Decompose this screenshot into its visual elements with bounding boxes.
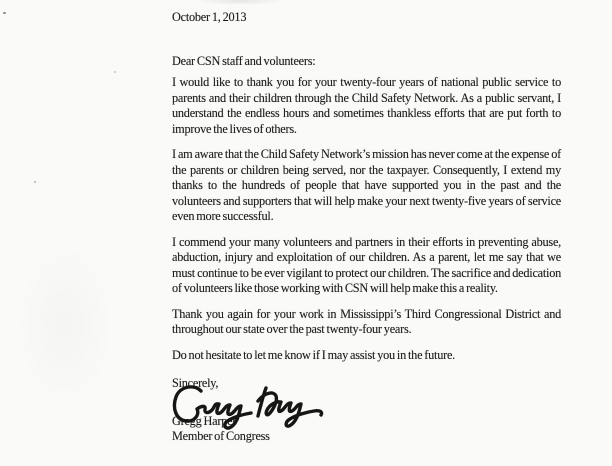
closing: Sincerely,	[172, 376, 219, 390]
paragraph-2: I am aware that the Child Safety Network’s mission has never come at the expense of the parents or children being served, nor the taxpayer. Consequently, I extend my thanks to the hundreds of people that have supported you in the past and the volunteers and supporters that will help make your next twenty-five years of service even more successful.	[172, 147, 561, 223]
signer-title: Member of Congress	[172, 429, 270, 443]
handwritten-signature-icon	[168, 381, 340, 431]
paragraph-5: Do not hesitate to let me know if I may assist you in the future.	[172, 347, 455, 362]
paragraph-1: I would like to thank you for your twenty-four years of national public service to parents and their children through the Child Safety Network. As a public servant, I understand the endless hours and sometimes thankless efforts that are put forth to improve the lives of others.	[172, 75, 561, 136]
signer-name: Gregg Harper	[172, 413, 237, 428]
scan-artifact	[3, 12, 6, 14]
letter-date: October 1, 2013	[172, 10, 247, 24]
signature-block	[172, 392, 561, 445]
paragraph-3: I commend your many volunteers and partners in their efforts in preventing abuse, abduction, injury and exploitation of our children. As a parent, let me say that we must continue to be ever vigilant to protect our children. The sacrifice and dedication of volunteers like those working with CSN will help make this a reality.	[172, 234, 561, 295]
salutation: Dear CSN staff and volunteers:	[172, 53, 316, 68]
scan-artifact	[15, 240, 115, 410]
signature-stroke-last-name	[258, 393, 322, 426]
scan-artifact	[34, 181, 36, 183]
scan-artifact	[114, 71, 116, 73]
paragraph-4: Thank you again for your work in Mississippi’s Third Congressional District and throughout our state over the past twenty-four years.	[172, 306, 561, 336]
scan-artifact	[195, 0, 285, 5]
signature-stroke-first-name	[174, 386, 251, 427]
letter-body	[172, 10, 561, 445]
